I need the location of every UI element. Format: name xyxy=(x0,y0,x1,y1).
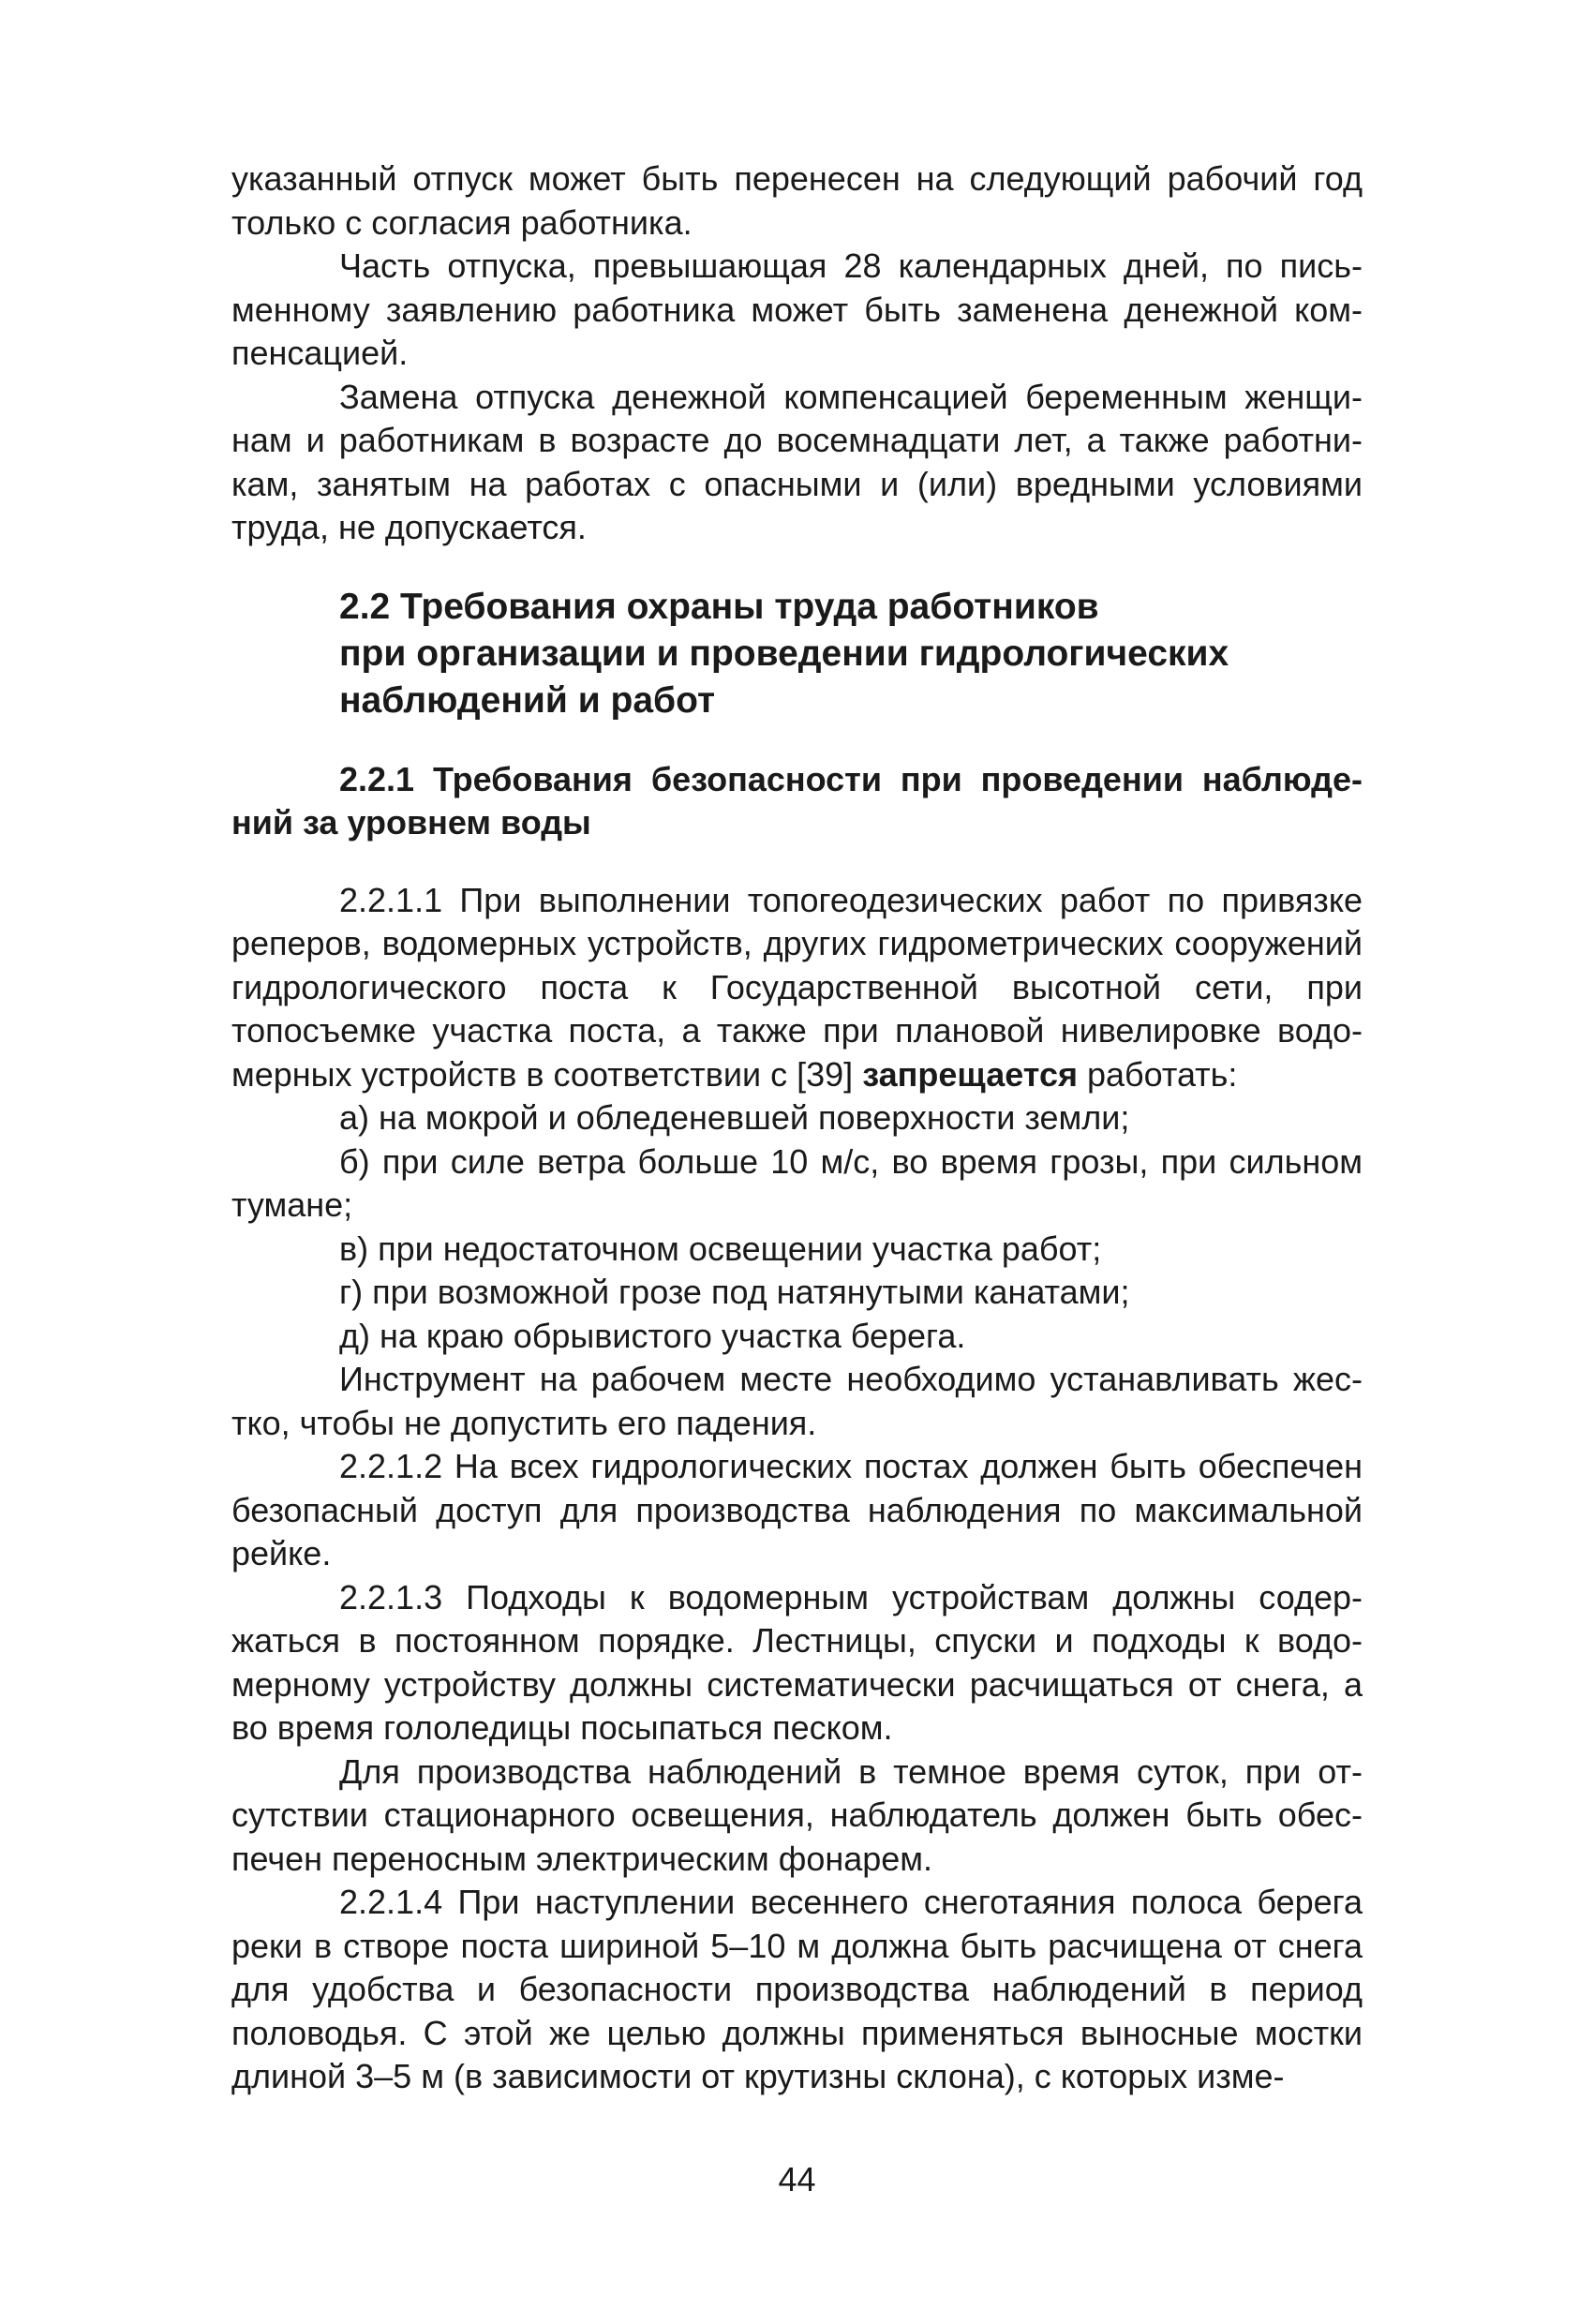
paragraph-instrument: Инструмент на рабочем месте необходимо устанавливать жестко, чтобы не допустить его падения. xyxy=(231,1360,1363,1442)
clause-2-2-1-2: 2.2.1.2 На всех гидрологических постах должен быть обеспечен безопасный доступ для производства наблюдения по максимальной рейке. xyxy=(231,1447,1363,1572)
clause-2-2-1-1 xyxy=(231,879,1363,1097)
section-heading-line-1: 2.2 Требования охраны труда работников xyxy=(339,586,1099,627)
list-item: д) на краю обрывистого участка берега. xyxy=(339,1316,966,1355)
section-heading-line-2: при организации и проведении гидрологических xyxy=(339,633,1229,674)
clause-2-2-1-3: 2.2.1.3 Подходы к водомерным устройствам должны содержаться в постоянном порядке. Лестницы, спуски и подходы к водомерному устройству должны систематически расчищаться от снега, а во время гололедицы посыпаться песком. xyxy=(231,1577,1363,1747)
page-body xyxy=(231,157,1363,2099)
paragraph-vacation-compensation: Часть отпуска, превышающая 28 календарных дней, по письменному заявлению работника может быть заменена денежной компенсацией. xyxy=(231,246,1363,372)
list-item: б) при силе ветра больше 10 м/с, во время грозы, при сильном тумане; xyxy=(231,1141,1363,1224)
paragraph-continuation: указанный отпуск может быть перенесен на следующий рабочий год только с согласия работника. xyxy=(231,159,1363,242)
paragraph-compensation-restriction: Замена отпуска денежной компенсацией беременным женщинам и работникам в возрасте до восемнадцати лет, а также работникам, занятым на работах с опасными и (или) вредными условиями труда, не допускается. xyxy=(231,377,1363,546)
section-heading xyxy=(231,584,1363,724)
page-number: 44 xyxy=(778,2160,816,2198)
subsection-heading: 2.2.1 Требования безопасности при проведении наблюдений за уровнем воды xyxy=(231,759,1363,842)
clause-2-2-1-1-emphasis: запрещается xyxy=(862,1054,1078,1094)
clause-2-2-1-4: 2.2.1.4 При наступлении весеннего снеготаяния полоса берега реки в створе поста шириной 5–10 м должна быть расчищена от снега для удобства и безопасности производства наблюдений в период половодья. С этой же целью должны применяться выносные мостки длиной 3–5 м (в зависимости от крутизны склона), с которых изме- xyxy=(231,1883,1363,2095)
section-heading-line-3: наблюдений и работ xyxy=(339,679,716,721)
list-item: г) при возможной грозе под натянутыми канатами; xyxy=(339,1273,1130,1311)
paragraph-lighting: Для производства наблюдений в темное время суток, при отсутствии стационарного освещения, наблюдатель должен быть обеспечен переносным электрическим фонарем. xyxy=(231,1751,1363,1878)
list-item: в) при недостаточном освещении участка работ; xyxy=(339,1229,1102,1268)
clause-2-2-1-1-text: 2.2.1.1 При выполнении топогеодезических работ по привязке реперов, водомерных устройств, других гидрометрических сооружений гидрологического поста к Государственной высотной сети, при топосъемке участка поста, а также при плановой нивелировке водомерных устройств в соответствии с [39] xyxy=(231,880,1363,1094)
clause-2-2-1-1-ending: работать: xyxy=(1077,1054,1238,1094)
list-item: а) на мокрой и обледеневшей поверхности земли; xyxy=(339,1098,1130,1137)
